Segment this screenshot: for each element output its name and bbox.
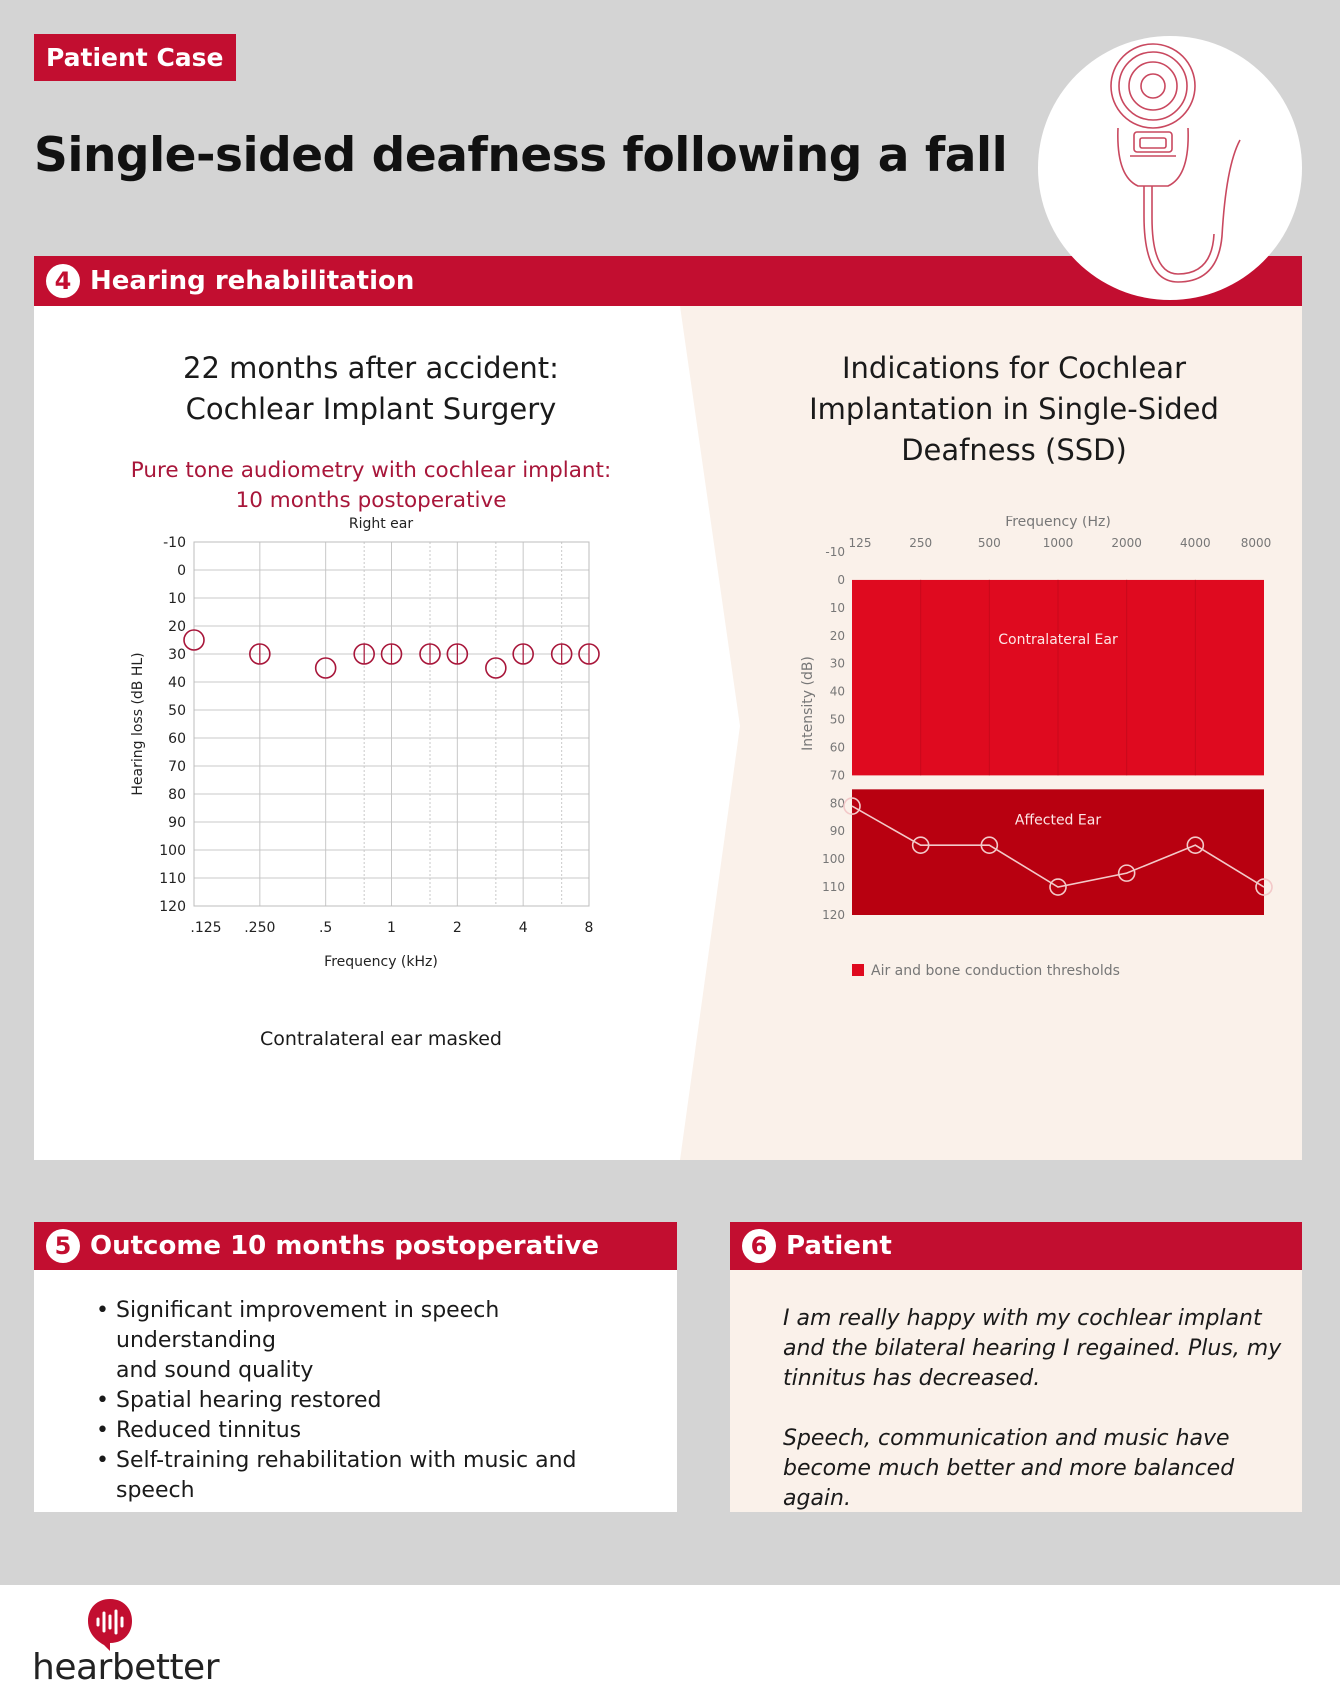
y-tick-label: 110 [159,871,186,887]
y-tick-label: 10 [168,591,186,607]
y-tick-label: 50 [829,712,845,727]
page-title: Single-sided deafness following a fall [34,128,1008,183]
y-tick-label: 60 [829,740,845,755]
x-tick-label: 500 [977,536,1001,550]
patient-case-tag: Patient Case [34,34,236,81]
cochlear-implant-illustration [1038,36,1302,300]
y-tick-label: -10 [163,535,186,551]
region-label-contralateral: Contralateral Ear [998,631,1118,648]
section-number-6: 6 [742,1229,776,1263]
y-tick-label: 40 [168,675,186,691]
y-tick-label: 60 [168,731,186,747]
x-tick-label: 2 [452,920,462,936]
y-tick-label: 20 [168,619,186,635]
left-subtitle [34,456,708,516]
patient-quote [783,1304,1283,1514]
footer [0,1585,1340,1700]
y-tick-label: 30 [829,656,845,671]
section-number-5: 5 [46,1229,80,1263]
left-subtitle-line1: Pure tone audiometry with cochlear implant: [130,458,612,483]
section-number-4: 4 [46,264,80,298]
quote-paragraph-2: Speech, communication and music have become much better and more balanced again. [783,1426,1235,1511]
cochlear-implant-icon [1038,36,1302,300]
y-tick-label: -10 [825,545,845,559]
outcome-box [34,1270,677,1512]
section-label: Patient [786,1231,892,1261]
x-tick-label: 4000 [1180,536,1211,550]
x-tick-label: 8000 [1240,536,1272,550]
y-tick-label: 40 [829,684,845,699]
chart-title: Right ear [348,516,414,532]
ssd-indications-chart [720,516,1300,1056]
y-tick-label: 120 [822,908,845,922]
legend-swatch [852,964,864,976]
x-tick-label: 1 [387,920,396,936]
y-tick-label: 110 [822,880,845,895]
right-title-line1: Indications for Cochlear [842,351,1186,385]
x-tick-label: 4 [518,920,528,936]
right-title [734,348,1294,471]
y-tick-label: 90 [168,815,186,831]
y-tick-label: 10 [829,600,845,615]
y-tick-label: 0 [837,572,845,587]
y-tick-label: 120 [159,899,186,915]
x-tick-label: .125 [190,920,222,936]
x-tick-label: 125 [848,536,872,550]
legend-label: Air and bone conduction thresholds [871,963,1120,979]
section-patient [730,1222,1302,1270]
x-tick-label: 250 [909,536,933,550]
quote-paragraph-1: I am really happy with my cochlear implant and the bilateral hearing I regained. Plus, my tinnitus has decreased. [783,1306,1282,1391]
y-tick-label: 90 [829,824,845,839]
y-tick-label: 0 [177,563,186,579]
x-tick-label: .5 [318,920,333,936]
y-tick-label: 70 [829,768,845,783]
x-tick-label: 2000 [1111,536,1142,550]
y-tick-label: 80 [168,787,186,803]
left-subtitle-line2: 10 months postoperative [235,488,507,513]
y-tick-label: 100 [822,852,845,867]
hearbetter-logo-icon [86,1597,134,1653]
left-title-line2: Cochlear Implant Surgery [185,392,557,426]
left-title [34,348,708,430]
patient-box [730,1270,1302,1512]
x-tick-label: 1000 [1042,536,1074,550]
y-tick-label: 70 [168,759,186,775]
outcome-list [96,1296,656,1506]
outcome-item: • Self-training rehabilitation with music and speech [96,1446,656,1506]
chart-title: Frequency (Hz) [1005,516,1111,530]
right-title-line3: Deafness (SSD) [901,433,1127,467]
y-tick-label: 20 [829,628,845,643]
region-label-affected: Affected Ear [1014,812,1102,829]
x-axis-label: Frequency (kHz) [324,954,438,970]
x-tick-label: 8 [584,920,594,936]
y-tick-label: 100 [159,843,186,859]
region-affected-ear [852,789,1264,915]
x-tick-label: .250 [244,920,276,936]
y-axis-label: Intensity (dB) [800,656,816,751]
section-label: Hearing rehabilitation [90,266,415,296]
y-tick-label: 50 [168,703,186,719]
left-title-line1: 22 months after accident: [183,351,559,385]
audiogram-chart [34,516,674,1076]
right-title-line2: Implantation in Single-Sided [809,392,1219,426]
contralateral-masked-note: Contralateral ear masked [260,1028,502,1050]
y-tick-label: 80 [829,796,845,811]
y-axis-label: Hearing loss (dB HL) [130,652,146,796]
section-label: Outcome 10 months postoperative [90,1231,600,1261]
section-outcome [34,1222,677,1270]
outcome-item: • Spatial hearing restored [96,1386,656,1416]
outcome-item: • Significant improvement in speech understanding and sound quality [96,1296,656,1386]
outcome-item: • Reduced tinnitus [96,1416,656,1446]
hearing-rehabilitation-panel [34,306,1302,1160]
brand-name: hearbetter [32,1647,220,1688]
y-tick-label: 30 [168,647,186,663]
